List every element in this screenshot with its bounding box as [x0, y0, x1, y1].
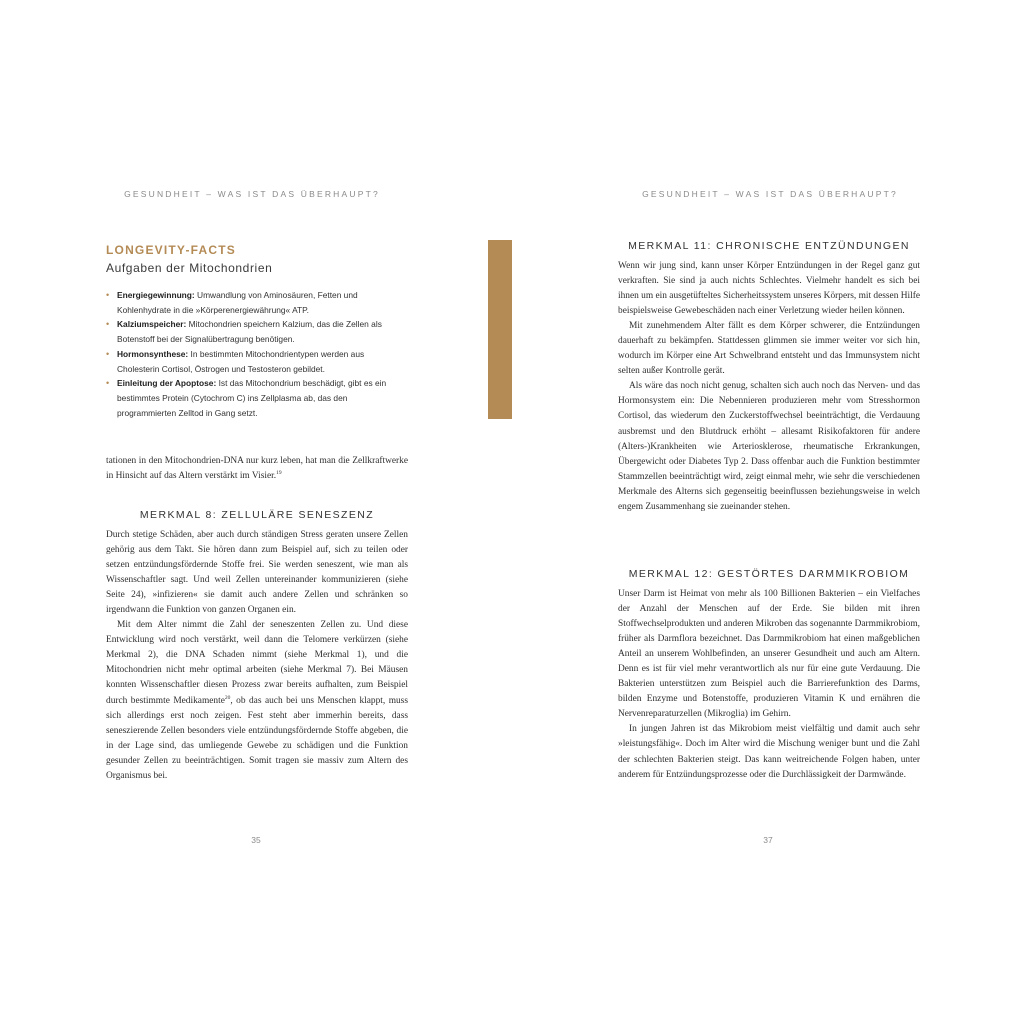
left-continuation-text	[106, 454, 408, 484]
fact-term: Energiegewinnung:	[117, 290, 195, 300]
section-heading: MERKMAL 12: GESTÖRTES DARMMIKROBIOM	[628, 568, 910, 580]
facts-list-item	[106, 317, 408, 346]
fact-text: In bestimmten Mitochondrientypen werden aus Cholesterin Cortisol, Östrogen und Testosteron gebildet.	[117, 348, 365, 374]
body-paragraph: Unser Darm ist Heimat von mehr als 100 Billionen Bakterien – ein Vielfaches der Anzahl der Menschen auf der Erde. Sie bilden mit ihren Stoffwechselprodukten und anderen Mikroben das sogenannte Darmmikrobiom, früher als Darmflora bezeichnet. Das Darmmikrobiom hat einen maßgeblichen Anteil an unserem Wohlbefinden, an unserer Gesundheit und auch am Altern. Denn es ist für viel mehr verantwortlich als nur für eine gute Verdauung. Die Bakterien unterstützen zum Beispiel auch die Barrierefunktion des Darms, bilden Enzyme und Botenstoffe, produzieren Vitamin K und ernähren die Nervenreparaturzellen (Mikroglia) im Gehirn.	[618, 589, 920, 720]
bullet-icon: •	[106, 290, 110, 300]
longevity-facts-box	[106, 243, 408, 420]
continuation-paragraph	[106, 454, 408, 484]
page-number-left: 35	[251, 835, 261, 845]
fact-text: Ist das Mitochondrium beschädigt, gibt es ein bestimmtes Protein (Cytochrom C) ins Zellplasma ab, das den programmierten Zelltod in Gang setzt.	[117, 378, 387, 418]
body-paragraph	[106, 618, 408, 784]
body-paragraph: Durch stetige Schäden, aber auch durch ständigen Stress geraten unsere Zellen gehörig aus dem Takt. Sie hören dann zum Beispiel auf, sich zu teilen oder setzen entzündungsfördernde Stoffe frei. Sie werden seneszent, wie man als Wissenschaftler sagt. Und weil Zellen untereinander kommunizieren (siehe Seite 24), »infizieren« sie damit auch andere Zellen und schränken so irgendwann die Funktion von ganzen Organen ein.	[106, 530, 408, 616]
footnote-ref: 20	[224, 694, 231, 701]
body-paragraph: Mit zunehmendem Alter fällt es dem Körper schwerer, die Entzündungen dauerhaft zu bekämpfen. Stattdessen glimmen sie immer weiter vor sich hin, wodurch im Körper eine Art Schwelbrand entsteht und das Immunsystem nicht selten außer Kontrolle gerät.	[618, 321, 920, 377]
page-number-right: 37	[763, 835, 773, 845]
fact-term: Hormonsynthese:	[117, 348, 189, 359]
merkmal-11-body	[618, 259, 920, 515]
facts-title: Aufgaben der Mitochondrien	[106, 261, 273, 275]
section-merkmal-11	[618, 240, 920, 252]
section-heading: MERKMAL 8: ZELLULÄRE SENESZENZ	[139, 509, 375, 521]
fact-term: Einleitung der Apoptose:	[117, 378, 217, 389]
fact-text: Mitochondrien speichern Kalzium, das die Zellen als Botenstoff bei der Signalübertragung benötigen.	[117, 319, 382, 345]
section-merkmal-12	[618, 568, 920, 580]
running-head-right: GESUNDHEIT – WAS IST DAS ÜBERHAUPT?	[642, 189, 898, 199]
body-paragraph: In jungen Jahren ist das Mikrobiom meist vielfältig und damit auch sehr »leistungsfähig«. Doch im Alter wird die Mischung weniger bunt und die Zahl der schlechten Bakterien steigt. Das kann weitreichende Folgen haben, unter anderem für Entzündungsprozesse oder die Durchlässigkeit der Darmwände.	[618, 724, 920, 780]
body-paragraph: Wenn wir jung sind, kann unser Körper Entzündungen in der Regel ganz gut verkraften. Sie sind ja auch nichts Schlechtes. Vielmehr handelt es sich bei ihnen um ein ausgetüfteltes Sicherheitssystem unseres Körpers, mit dessen Hilfe beispielsweise Gewebeschäden nach einer Verletzung wieder heilen können.	[618, 261, 921, 317]
body-text: Mit dem Alter nimmt die Zahl der seneszenten Zellen zu. Und diese Entwicklung wird noch verstärkt, weil dann die Telomere verkürzen (siehe Merkmal 2), die DNA Schaden nimmt (siehe Merkmal 1), und die Mitochondrien nicht mehr optimal arbeiten (siehe Merkmal 7). Bei Mäusen konnten Wissenschaftler diesen Prozess zwar bereits aufhalten, zum Beispiel durch bestimmte Medikamente	[106, 620, 408, 706]
bullet-icon: •	[106, 378, 110, 389]
facts-kicker: LONGEVITY-FACTS	[106, 243, 237, 257]
body-paragraph: Als wäre das noch nicht genug, schalten sich auch noch das Nerven- und das Hormonsystem ein: Die Nebennieren produzieren mehr vom Stresshormon Cortisol, das wiederum den Zuckerstoffwechsel beeinträchtigt, die Verdauung ausbremst und den Blutdruck erhöht – allesamt Risikofaktoren für andere (Alters-)Krankheiten wie Arteriosklerose, rheumatische Erkrankungen, Übergewicht oder Diabetes Typ 2. Dass offenbar auch die Funktion bestimmter Stammzellen beeinträchtigt wird, zeigt einmal mehr, wie sehr die verschiedenen Merkmale des Alterns sich gegenseitig beeinflussen beziehungsweise in welch engem Zusammenhang sie zueinander stehen.	[618, 381, 920, 512]
facts-list-item	[106, 288, 408, 317]
fact-text: Umwandlung von Aminosäuren, Fetten und Kohlenhydrate in die »Körperenergiewährung« ATP.	[117, 290, 358, 315]
bullet-icon: •	[106, 319, 110, 330]
continuation-text: tationen in den Mitochondrien-DNA nur kurz leben, hat man die Zellkraftwerke in Hinsicht auf das Altern verstärkt im Visier.	[106, 456, 408, 482]
accent-bar	[488, 240, 512, 419]
bullet-icon: •	[106, 348, 110, 359]
merkmal-8-body	[106, 528, 408, 784]
merkmal-12-body	[618, 587, 920, 783]
body-text: , ob das auch bei uns Menschen klappt, muss sich allerdings erst noch zeigen. Fest steht aber immerhin bereits, dass seneszierende Zellen besonders viele entzündungsfördernde Stoffe abgeben, die in der Lage sind, das umliegende Gewebe zu schädigen und die Funktion gesunder Zellen zu beeinträchtigen. Somit tragen sie massiv zum Altern des Organismus bei.	[106, 695, 408, 781]
section-heading: MERKMAL 11: CHRONISCHE ENTZÜNDUNGEN	[628, 240, 910, 252]
facts-list-item	[106, 347, 408, 376]
running-head-left: GESUNDHEIT – WAS IST DAS ÜBERHAUPT?	[124, 189, 380, 199]
fact-term: Kalziumspeicher:	[117, 319, 187, 330]
facts-list-item	[106, 376, 408, 420]
section-merkmal-8	[106, 509, 408, 521]
footnote-ref: 19	[276, 469, 282, 476]
facts-list	[106, 288, 408, 420]
